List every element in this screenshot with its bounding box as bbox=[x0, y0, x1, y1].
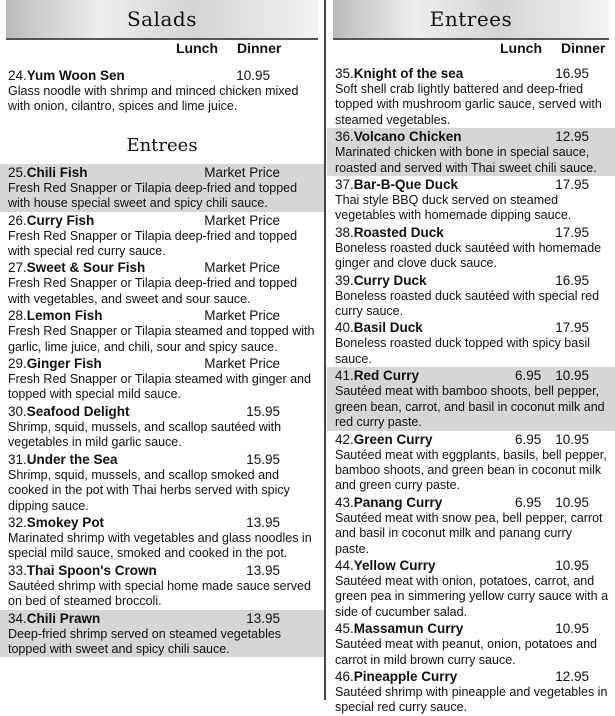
menu-item bbox=[327, 128, 615, 176]
item-description: Boneless roasted duck sautéed with homemade ginger and clove duck sauce. bbox=[335, 240, 602, 271]
item-price: Market Price bbox=[204, 260, 280, 276]
item-number: 35. bbox=[335, 66, 354, 81]
item-description: Sautéed meat with peanut, onion, potatoes and carrot in mild brown curry sauce. bbox=[335, 637, 597, 667]
item-number: 37. bbox=[335, 177, 354, 193]
menu-item bbox=[327, 367, 615, 430]
item-price: Market Price bbox=[204, 164, 280, 180]
item-description: Fresh Red Snapper or Tilapia steamed and topped with garlic, lime juice, and chili, sour and spicy sauce. bbox=[8, 324, 315, 354]
item-description: Boneless roasted duck topped with spicy basil sauce. bbox=[335, 336, 591, 366]
item-number: 46. bbox=[335, 668, 354, 684]
lunch-price: 6.95 bbox=[515, 368, 542, 384]
menu-item-header bbox=[335, 65, 609, 82]
item-name: Seafood Delight bbox=[26, 403, 130, 419]
item-price: 15.95 bbox=[246, 403, 280, 419]
menu-item-header bbox=[8, 562, 318, 579]
item-description: Soft shell crab lightly battered and deep-fried topped with mushroom garlic sauce, served with steamed vegetables. bbox=[335, 82, 602, 127]
item-name: Bar-B-Que Duck bbox=[353, 177, 459, 193]
menu-item bbox=[0, 514, 324, 562]
item-price: 16.95 bbox=[555, 66, 589, 81]
lunch-header: Lunch bbox=[500, 40, 542, 56]
lunch-header: Lunch bbox=[176, 40, 218, 56]
item-number: 27. bbox=[8, 260, 27, 276]
item-name: Chili Fish bbox=[26, 164, 88, 180]
item-name: Under the Sea bbox=[26, 451, 118, 467]
menu-item bbox=[0, 67, 324, 115]
right-column bbox=[327, 0, 615, 716]
entrees-title: Entrees bbox=[126, 134, 198, 156]
item-description: Sautéed shrimp with special home made sauce served on bed of steamed broccoli. bbox=[8, 578, 311, 609]
lunch-price: 6.95 bbox=[515, 494, 542, 510]
lunch-price: 6.95 bbox=[515, 431, 542, 447]
menu-item-header bbox=[8, 451, 318, 468]
item-number: 28. bbox=[8, 308, 27, 324]
item-name: Knight of the sea bbox=[353, 66, 464, 81]
item-price: 10.95 bbox=[555, 621, 589, 637]
item-number: 31. bbox=[8, 451, 27, 467]
menu-item bbox=[327, 176, 615, 224]
menu-item-header bbox=[8, 610, 318, 627]
item-number: 26. bbox=[8, 212, 27, 228]
item-name: Chili Prawn bbox=[26, 610, 101, 626]
item-name: Green Curry bbox=[353, 431, 433, 447]
menu-item-header bbox=[8, 403, 318, 420]
item-number: 36. bbox=[335, 129, 354, 145]
menu-item-header bbox=[335, 367, 609, 384]
item-price: 12.95 bbox=[555, 668, 589, 684]
item-price: Market Price bbox=[204, 308, 280, 324]
item-description: Thai style BBQ duck served on steamed vegetables with homemade dipping sauce. bbox=[335, 193, 572, 223]
menu-item bbox=[0, 212, 324, 260]
item-number: 30. bbox=[8, 403, 27, 419]
menu-item-header bbox=[8, 514, 318, 531]
item-price: Market Price bbox=[204, 356, 280, 372]
item-description: Shrimp, squid, mussels, and scallop sautéed with vegetables in mild garlic sauce. bbox=[8, 419, 282, 450]
item-number: 29. bbox=[8, 356, 27, 372]
menu-item bbox=[0, 307, 324, 355]
item-number: 44. bbox=[335, 557, 354, 573]
item-description: Marinated shrimp with vegetables and glass noodles in special mild sauce, smoked and cooked in the pot. bbox=[8, 530, 312, 561]
menu-item bbox=[327, 620, 615, 668]
salads-banner bbox=[6, 0, 318, 40]
item-number: 25. bbox=[8, 164, 27, 180]
menu-item-header bbox=[8, 212, 318, 229]
item-name: Smokey Pot bbox=[26, 514, 105, 530]
item-name: Lemon Fish bbox=[26, 308, 103, 324]
item-description: Marinated chicken with bone in special sauce, roasted and served with Thai sweet chili sauce. bbox=[335, 145, 597, 175]
menu-item-header bbox=[8, 307, 318, 324]
menu-item-header bbox=[335, 272, 609, 289]
item-description: Sautéed meat with snow pea, bell pepper, carrot and basil in coconut milk and panang curry paste. bbox=[335, 510, 603, 556]
item-number: 34. bbox=[8, 610, 27, 626]
menu-item bbox=[327, 272, 615, 320]
item-description: Glass noodle with shrimp and minced chicken mixed with onion, cilantro, spices and lime juice. bbox=[8, 84, 299, 114]
item-number: 24. bbox=[8, 68, 27, 83]
menu-item-header bbox=[335, 620, 609, 637]
item-name: Volcano Chicken bbox=[353, 129, 462, 145]
item-name: Massamun Curry bbox=[353, 621, 464, 637]
menu-item bbox=[0, 355, 324, 403]
item-name: Ginger Fish bbox=[26, 356, 102, 372]
menu-item bbox=[0, 259, 324, 307]
item-name: Panang Curry bbox=[353, 494, 443, 510]
menu-item bbox=[327, 431, 615, 494]
item-price: 10.95 bbox=[555, 557, 589, 573]
item-description: Fresh Red Snapper or Tilapia deep-fried and topped with house special sweet and spicy chili sauce. bbox=[8, 180, 298, 211]
item-name: Red Curry bbox=[353, 368, 420, 384]
menu-item-header bbox=[8, 164, 318, 181]
left-entrees-list bbox=[0, 164, 324, 658]
item-description: Sautéed meat with onion, potatoes, carrot, and green pea in simmering yellow curry sauce with a side of cucumber salad. bbox=[335, 573, 609, 619]
item-price: 12.95 bbox=[555, 129, 589, 145]
item-price: 17.95 bbox=[555, 224, 589, 240]
menu-item-header bbox=[335, 668, 609, 685]
menu-item-header bbox=[335, 494, 609, 511]
menu-item bbox=[327, 557, 615, 620]
item-number: 43. bbox=[335, 494, 354, 510]
item-number: 38. bbox=[335, 224, 354, 240]
entrees-banner-title: Entrees bbox=[429, 7, 513, 31]
item-price: 10.95 bbox=[555, 368, 589, 384]
menu-item bbox=[0, 403, 324, 451]
item-price: 10.95 bbox=[555, 494, 589, 510]
price-header bbox=[0, 40, 324, 57]
column-divider bbox=[324, 0, 326, 700]
menu-item-header bbox=[335, 431, 609, 448]
entrees-banner bbox=[333, 0, 609, 40]
item-price: 17.95 bbox=[555, 320, 589, 336]
price-header bbox=[327, 40, 615, 57]
menu-item-header bbox=[335, 557, 609, 574]
item-price: 13.95 bbox=[246, 562, 280, 578]
item-description: Sautéed shrimp with pineapple and vegetables in special red curry sauce. bbox=[335, 684, 608, 715]
item-name: Yum Woon Sen bbox=[26, 68, 125, 83]
item-number: 40. bbox=[335, 320, 354, 336]
menu-item-header bbox=[335, 224, 609, 241]
item-name: Pineapple Curry bbox=[353, 668, 458, 684]
menu-item bbox=[0, 610, 324, 658]
item-number: 41. bbox=[335, 368, 354, 384]
menu-item bbox=[327, 494, 615, 557]
menu-item-header bbox=[335, 176, 609, 193]
item-price: 13.95 bbox=[246, 514, 280, 530]
salads-title: Salads bbox=[126, 7, 197, 31]
dinner-header: Dinner bbox=[237, 40, 282, 56]
menu-item bbox=[0, 451, 324, 514]
menu-item-header bbox=[335, 319, 609, 336]
item-number: 45. bbox=[335, 621, 354, 637]
item-description: Sautéed meat with bamboo shoots, bell pepper, green bean, carrot, and basil in coconut milk and red curry paste. bbox=[335, 384, 605, 430]
right-entrees-list bbox=[327, 65, 615, 716]
menu-item-header bbox=[335, 128, 609, 145]
item-description: Fresh Red Snapper or Tilapia deep-fried and topped with special red curry sauce. bbox=[8, 228, 298, 259]
left-column bbox=[0, 0, 324, 657]
item-number: 33. bbox=[8, 562, 27, 578]
menu-item bbox=[0, 164, 324, 212]
item-price: 15.95 bbox=[246, 451, 280, 467]
item-number: 32. bbox=[8, 514, 27, 530]
item-price: 16.95 bbox=[555, 272, 589, 288]
item-description: Boneless roasted duck sautéed with special red curry sauce. bbox=[335, 288, 600, 319]
item-description: Sautéed meat with eggplants, basils, bell pepper, bamboo shoots, and green bean in coconut milk and green curry paste. bbox=[335, 447, 607, 493]
item-name: Curry Fish bbox=[26, 212, 95, 228]
menu-item-header bbox=[8, 67, 318, 84]
menu-item-header bbox=[8, 355, 318, 372]
menu-item bbox=[327, 319, 615, 367]
item-price: Market Price bbox=[204, 212, 280, 228]
salads-list bbox=[0, 67, 324, 115]
item-name: Curry Duck bbox=[353, 272, 427, 288]
menu-item-header bbox=[8, 259, 318, 276]
item-description: Fresh Red Snapper or Tilapia deep-fried and topped with vegetables, and sweet and sour sauce. bbox=[8, 276, 298, 306]
dinner-header: Dinner bbox=[561, 40, 606, 56]
menu-item bbox=[327, 224, 615, 272]
item-description: Deep-fried shrimp served on steamed vegetables topped with sweet and spicy chili sauce. bbox=[8, 626, 282, 656]
item-name: Thai Spoon's Crown bbox=[26, 562, 157, 578]
item-description: Shrimp, squid, mussels, and scallop smoked and cooked in the pot with Thai herbs served with spicy dipping sauce. bbox=[8, 467, 290, 513]
item-name: Yellow Curry bbox=[353, 557, 436, 573]
item-name: Sweet & Sour Fish bbox=[26, 260, 146, 276]
menu-item bbox=[327, 668, 615, 716]
menu-item bbox=[0, 562, 324, 610]
item-number: 42. bbox=[335, 431, 354, 447]
item-price: 13.95 bbox=[246, 610, 280, 626]
item-name: Basil Duck bbox=[353, 320, 423, 336]
item-name: Roasted Duck bbox=[353, 224, 444, 240]
item-number: 39. bbox=[335, 272, 354, 288]
menu-item bbox=[327, 65, 615, 128]
item-price: 10.95 bbox=[236, 68, 270, 83]
item-description: Fresh Red Snapper or Tilapia steamed with ginger and topped with special mild sauce. bbox=[8, 372, 311, 402]
item-price: 10.95 bbox=[555, 431, 589, 447]
item-price: 17.95 bbox=[555, 177, 589, 193]
